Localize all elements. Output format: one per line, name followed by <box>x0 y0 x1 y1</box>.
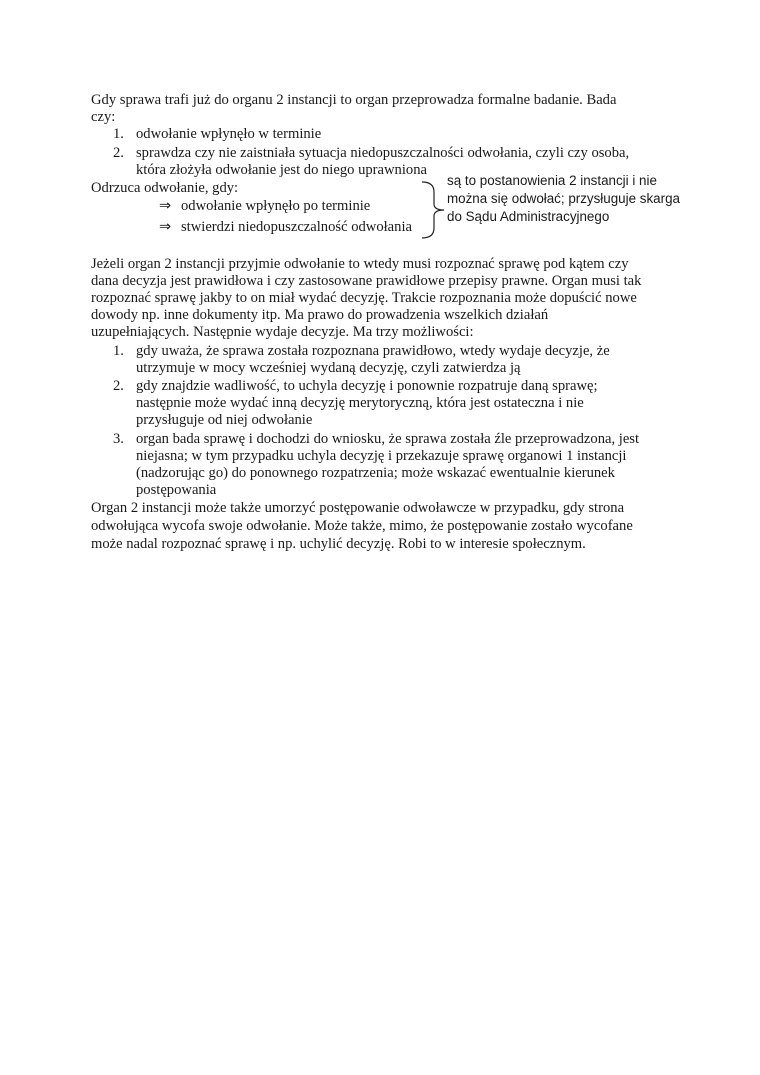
side-note-line: są to postanowienia 2 instancji i nie <box>447 173 657 188</box>
reject-item: odwołanie wpłynęło po terminie <box>181 198 371 214</box>
paragraph-line: uzupełniających. Następnie wydaje decyzje. Ma trzy możliwości: <box>91 324 474 340</box>
paragraph-line: Jeżeli organ 2 instancji przyjmie odwołanie to wtedy musi rozpoznać sprawę pod kątem czy <box>91 256 629 272</box>
intro-line: czy: <box>91 109 116 125</box>
list-item: następnie może wydać inną decyzję merytoryczną, która jest ostateczna i nie <box>136 395 584 411</box>
list-item: utrzymuje w mocy wcześniej wydaną decyzję, czyli zatwierdza ją <box>136 360 521 376</box>
list-item: gdy znajdzie wadliwość, to uchyla decyzję i ponownie rozpatruje daną sprawę; <box>136 378 598 394</box>
paragraph-line: odwołująca wycofa swoje odwołanie. Może także, mimo, że postępowanie zostało wycofane <box>91 518 633 534</box>
list-number: 1. <box>113 343 124 359</box>
list-item: sprawdza czy nie zaistniała sytuacja niedopuszczalności odwołania, czyli czy osoba, <box>136 145 630 161</box>
list-item: która złożyła odwołanie jest do niego uprawniona <box>136 162 427 178</box>
list-item: gdy uważa, że sprawa została rozpoznana prawidłowo, wtedy wydaje decyzje, że <box>136 343 610 359</box>
list-item: (nadzorując go) do ponownego rozpatrzenia; może wskazać ewentualnie kierunek <box>136 465 615 481</box>
side-note-line: do Sądu Administracyjnego <box>447 209 610 224</box>
intro-line: Gdy sprawa trafi już do organu 2 instancji to organ przeprowadza formalne badanie. Bada <box>91 92 617 108</box>
list-number: 3. <box>113 431 124 447</box>
list-item: odwołanie wpłynęło w terminie <box>136 126 322 142</box>
list-item: przysługuje od niej odwołanie <box>136 412 313 428</box>
list-number: 2. <box>113 145 124 161</box>
paragraph-line: dana decyzja jest prawidłowa i czy zastosowane prawidłowe przepisy prawne. Organ musi tak <box>91 273 642 289</box>
paragraph-line: rozpoznać sprawę jakby to on miał wydać decyzję. Trakcie rozpoznania może dopuścić nowe <box>91 290 637 306</box>
list-item: postępowania <box>136 482 217 498</box>
list-item: niejasna; w tym przypadku uchyla decyzję i przekazuje sprawę organowi 1 instancji <box>136 448 627 464</box>
list-number: 2. <box>113 378 124 394</box>
reject-heading: Odrzuca odwołanie, gdy: <box>91 180 239 196</box>
implies-arrow-icon: ⇒ <box>159 219 172 235</box>
paragraph-line: Organ 2 instancji może także umorzyć postępowanie odwoławcze w przypadku, gdy strona <box>91 500 625 516</box>
list-number: 1. <box>113 126 124 142</box>
paragraph-line: dowody np. inne dokumenty itp. Ma prawo do prowadzenia wszelkich działań <box>91 307 549 323</box>
side-note-line: można się odwołać; przysługuje skarga <box>447 191 680 206</box>
implies-arrow-icon: ⇒ <box>159 198 172 214</box>
paragraph-line: może nadal rozpoznać sprawę i np. uchylić decyzję. Robi to w interesie społecznym. <box>91 536 586 552</box>
curly-brace-icon <box>420 180 448 240</box>
list-item: organ bada sprawę i dochodzi do wniosku, że sprawa została źle przeprowadzona, jest <box>136 431 640 447</box>
reject-item: stwierdzi niedopuszczalność odwołania <box>181 219 412 235</box>
